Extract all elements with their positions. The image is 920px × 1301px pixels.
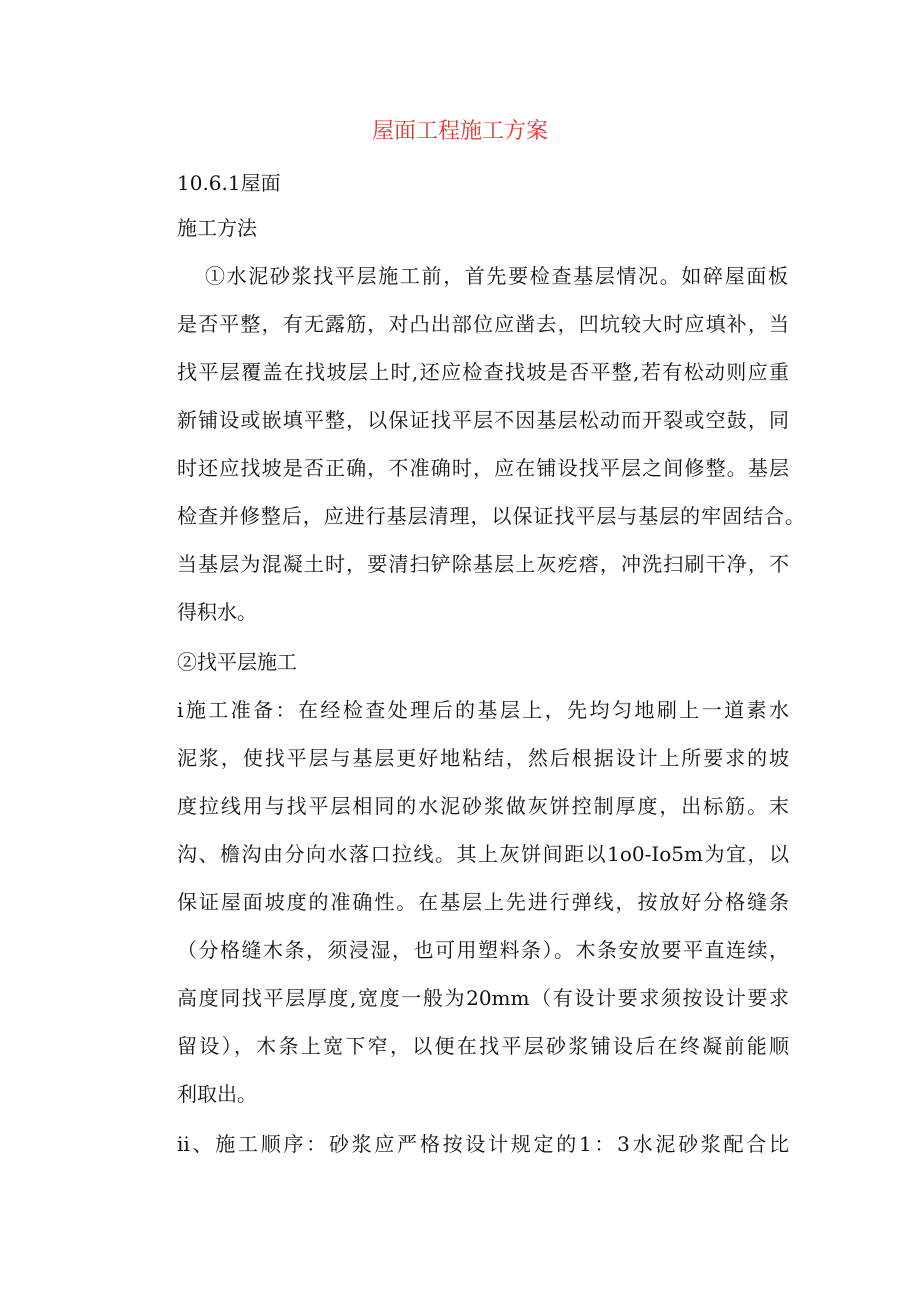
paragraph-line: ⅱ、施工顺序：砂浆应严格按设计规定的1：3水泥砂浆配合比 — [177, 1132, 789, 1156]
paragraph-line: ①水泥砂浆找平层施工前，首先要检查基层情况。如碎屋面板 — [205, 264, 788, 288]
item-heading: ②找平层施工 — [177, 650, 297, 674]
paragraph-line: 留设），木条上宽下窄，以便在找平层砂浆铺设后在终凝前能顺 — [177, 1034, 789, 1058]
paragraph-line: 检查并修整后，应进行基层清理，以保证找平层与基层的牢固结合。 — [177, 504, 805, 528]
document-title: 屋面工程施工方案 — [371, 119, 548, 144]
paragraph-line: 是否平整，有无露筋，对凸出部位应凿去，凹坑较大时应填补，当 — [177, 312, 789, 336]
paragraph-line: 找平层覆盖在找坡层上时,还应检查找坡是否平整,若有松动则应重 — [177, 360, 789, 384]
paragraph-line: 高度同找平层厚度,宽度一般为20mm（有设计要求须按设计要求 — [177, 986, 789, 1010]
paragraph-line: 得积水。 — [177, 600, 257, 624]
paragraph-line: 当基层为混凝土时，要清扫铲除基层上灰疙瘩，冲洗扫刷干净，不 — [177, 552, 789, 576]
paragraph-line: 时还应找坡是否正确，不准确时，应在铺设找平层之间修整。基层 — [177, 456, 789, 480]
paragraph-line: 利取出。 — [177, 1082, 257, 1106]
paragraph-line: 新铺设或嵌填平整，以保证找平层不因基层松动而开裂或空鼓，同 — [177, 408, 789, 432]
subheading: 施工方法 — [177, 216, 257, 240]
paragraph-line: ⅰ施工准备：在经检查处理后的基层上，先均匀地刷上一道素水 — [177, 698, 789, 722]
section-heading: 10.6.1屋面 — [177, 171, 281, 195]
paragraph-line: （分格缝木条，须浸湿，也可用塑料条）。木条安放要平直连续， — [177, 938, 789, 962]
paragraph-line: 度拉线用与找平层相同的水泥砂浆做灰饼控制厚度，出标筋。末 — [177, 794, 789, 818]
paragraph-line: 泥浆，使找平层与基层更好地粘结，然后根据设计上所要求的坡 — [177, 746, 789, 770]
paragraph-line: 沟、檐沟由分向水落口拉线。其上灰饼间距以1o0-Io5m为宜，以 — [177, 842, 789, 866]
paragraph-line: 保证屋面坡度的准确性。在基层上先进行弹线，按放好分格缝条 — [177, 890, 789, 914]
